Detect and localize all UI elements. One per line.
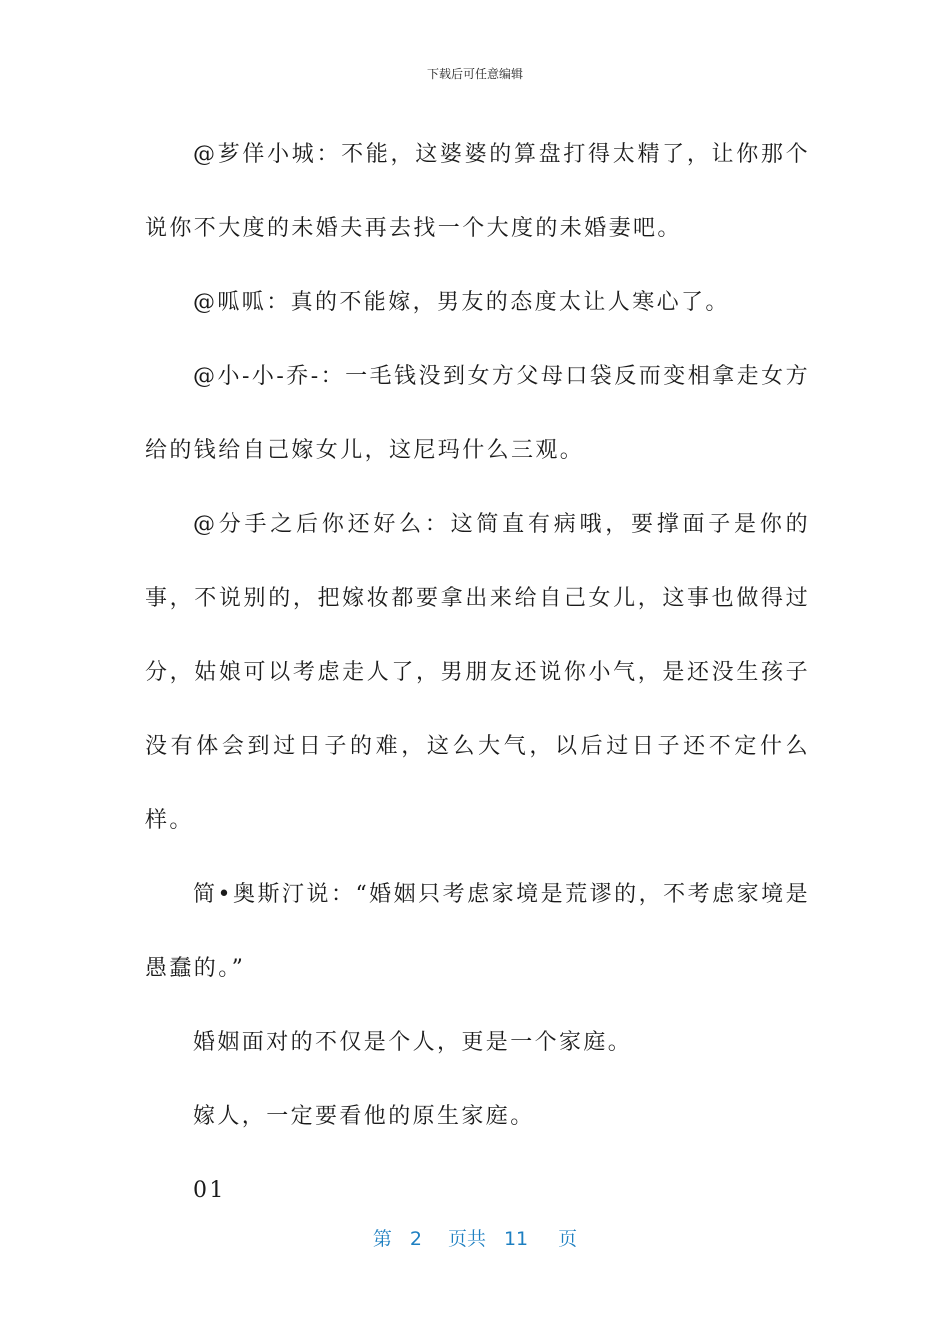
footer-middle: 页共 bbox=[447, 1228, 486, 1250]
paragraph-comment-2: @呱呱：真的不能嫁，男友的态度太让人寒心了。 bbox=[193, 290, 730, 315]
paragraph-quote: 简•奥斯汀说：“婚姻只考虑家境是荒谬的，不考虑家境是愚蠢的。” bbox=[145, 882, 810, 981]
page-header: 下载后可任意编辑 bbox=[426, 67, 523, 81]
paragraph-statement-1: 婚姻面对的不仅是个人，更是一个家庭。 bbox=[193, 1030, 633, 1055]
paragraph-comment-4: @分手之后你还好么：这简直有病哦，要撑面子是你的事，不说别的，把嫁妆都要拿出来给自己女儿，这事也做得过分，姑娘可以考虑走人了，男朋友还说你小气，是还没生孩子没有体会到过日子的难，这么大气，以后过日子还不定什么样。 bbox=[145, 512, 810, 833]
footer-total-pages: 11 bbox=[503, 1228, 529, 1250]
paragraph-statement-2: 嫁人，一定要看他的原生家庭。 bbox=[193, 1104, 535, 1129]
section-number: 01 bbox=[193, 1178, 226, 1203]
footer-prefix: 第 bbox=[372, 1228, 392, 1250]
footer-suffix: 页 bbox=[558, 1228, 578, 1250]
page-footer bbox=[0, 1225, 950, 1253]
paragraph-comment-1: @芗佯小城：不能，这婆婆的算盘打得太精了，让你那个说你不大度的未婚夫再去找一个大度的未婚妻吧。 bbox=[145, 142, 810, 241]
paragraph-comment-3: @小-小-乔-：一毛钱没到女方父母口袋反而变相拿走女方给的钱给自己嫁女儿，这尼玛什么三观。 bbox=[145, 364, 810, 463]
footer-current-page: 2 bbox=[409, 1228, 422, 1250]
document-body bbox=[145, 118, 810, 1228]
